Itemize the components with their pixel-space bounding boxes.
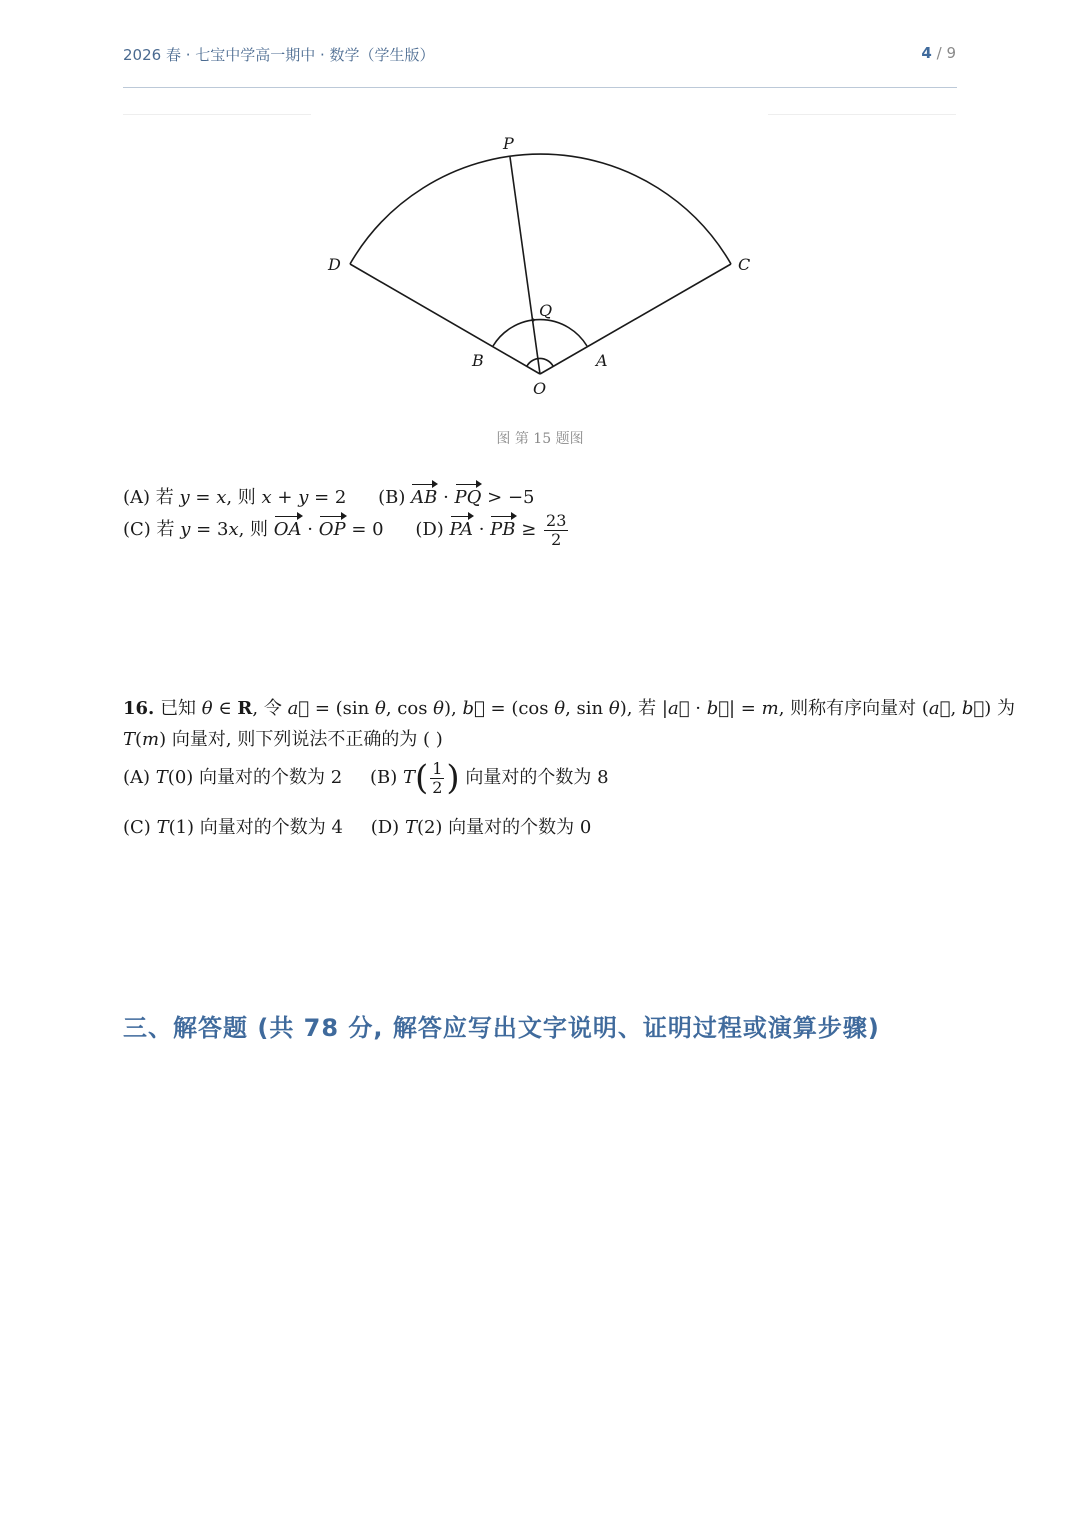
q15-option-d: (D) PA · PB ≥ $\frac{23}{2}$ [415,511,567,549]
point-Q [531,318,534,321]
section-heading: 三、解答题 (共 78 分, 解答应写出文字说明、证明过程或演算步骤) [123,1014,880,1042]
q15-options-row2 [123,512,570,548]
inner-arc [493,320,587,346]
divider-right [768,114,956,115]
label-P: P [503,134,514,153]
label-D: D [328,255,341,274]
sector-figure [300,120,780,414]
header-title: 2026 春 · 七宝中学高一期中 · 数学（学生版） [123,46,435,64]
segment-DO [350,264,540,374]
q16-options-row2 [123,813,591,839]
label-B: B [472,351,484,370]
sector-diagram [300,120,780,410]
page-current: 4 [921,44,932,62]
page-total: 9 [946,44,956,62]
q15-options-row1 [123,483,534,509]
label-O: O [533,379,547,398]
segment-PO [510,157,540,374]
q16-option-a: (A) T(0) 向量对的个数为 2 [123,767,343,788]
divider-left [123,114,311,115]
q16-option-c: (C) T(1) 向量对的个数为 4 [123,817,343,838]
q15-option-b: (B) AB · PQ > −5 [378,487,535,508]
page-number [921,44,956,62]
q15-option-a: (A) 若 y = x, 则 x + y = 2 [123,487,347,508]
page-separator: / [936,44,942,62]
segment-CO [540,264,731,374]
outer-arc [350,154,731,264]
q16-option-d: (D) T(2) 向量对的个数为 0 [370,817,592,838]
label-A: A [596,351,608,370]
angle-mark [527,358,553,366]
q16-option-b: (B) T( $\frac{1}{2}$ ) 向量对的个数为 8 [369,758,609,798]
q15-option-c: (C) 若 y = 3x, 则 OA · OP = 0 [123,519,384,541]
q16-number: 16. [123,698,155,719]
label-C: C [738,255,751,274]
q16-stem-line1: 16. 已知 θ ∈ R, 令 a⃗ = (sin θ, cos θ), b⃗ = (cos θ, sin θ), 若 |a⃗ · b⃗| = m, 则称有序向量对 (a⃗, b⃗) 为 [123,698,1015,719]
header-divider [123,87,957,88]
figure-caption: 图 第 15 题图 [496,431,584,447]
label-Q: Q [539,301,553,320]
q16-stem-line2: T(m) 向量对, 则下列说法不正确的为 ( ) [123,729,443,750]
q16-options-row1 [123,758,609,798]
